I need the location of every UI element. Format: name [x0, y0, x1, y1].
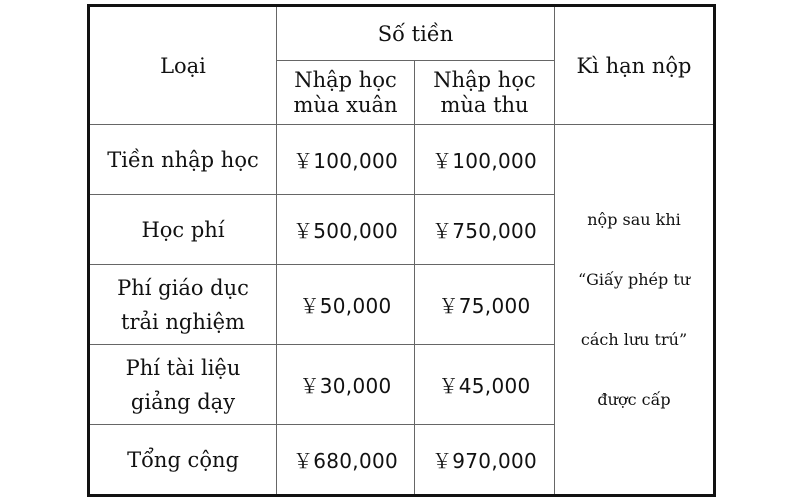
- row-label-total: [89, 425, 277, 496]
- autumn-amount: ￥75,000: [415, 265, 555, 345]
- deadline-line: nộp sau khi: [587, 209, 681, 229]
- header-spring-line: Nhập học: [294, 67, 397, 92]
- header-spring-intake: [277, 61, 415, 125]
- header-autumn-intake: [415, 61, 555, 125]
- row-label-line: Học phí: [141, 217, 225, 242]
- row-label-line: Tiền nhập học: [107, 147, 259, 172]
- header-spring-line: mùa xuân: [293, 92, 398, 117]
- spring-amount: ￥500,000: [277, 195, 415, 265]
- deadline-note: [555, 125, 715, 496]
- row-label-line: giảng dạy: [130, 389, 236, 414]
- row-label-line: trải nghiệm: [121, 309, 245, 334]
- header-type: Loại: [89, 6, 277, 125]
- header-deadline: Kì hạn nộp: [555, 6, 715, 125]
- autumn-amount: ￥970,000: [415, 425, 555, 496]
- row-label: [89, 195, 277, 265]
- row-label: [89, 345, 277, 425]
- autumn-amount: ￥45,000: [415, 345, 555, 425]
- row-label: [89, 265, 277, 345]
- row-label-line: Tổng cộng: [127, 447, 239, 472]
- spring-amount: ￥100,000: [277, 125, 415, 195]
- fee-table: [87, 4, 716, 497]
- row-label: [89, 125, 277, 195]
- autumn-amount: ￥750,000: [415, 195, 555, 265]
- header-autumn-line: mùa thu: [440, 92, 529, 117]
- row-label-line: Phí giáo dục: [117, 275, 249, 300]
- table-row: [89, 125, 715, 195]
- header-amount: Số tiền: [277, 6, 555, 61]
- spring-amount: ￥30,000: [277, 345, 415, 425]
- spring-amount: ￥680,000: [277, 425, 415, 496]
- deadline-line: được cấp: [597, 389, 671, 409]
- row-label-line: Phí tài liệu: [125, 355, 241, 380]
- autumn-amount: ￥100,000: [415, 125, 555, 195]
- header-autumn-line: Nhập học: [433, 67, 536, 92]
- spring-amount: ￥50,000: [277, 265, 415, 345]
- deadline-line: cách lưu trú”: [580, 329, 688, 349]
- deadline-line: “Giấy phép tư: [577, 269, 691, 289]
